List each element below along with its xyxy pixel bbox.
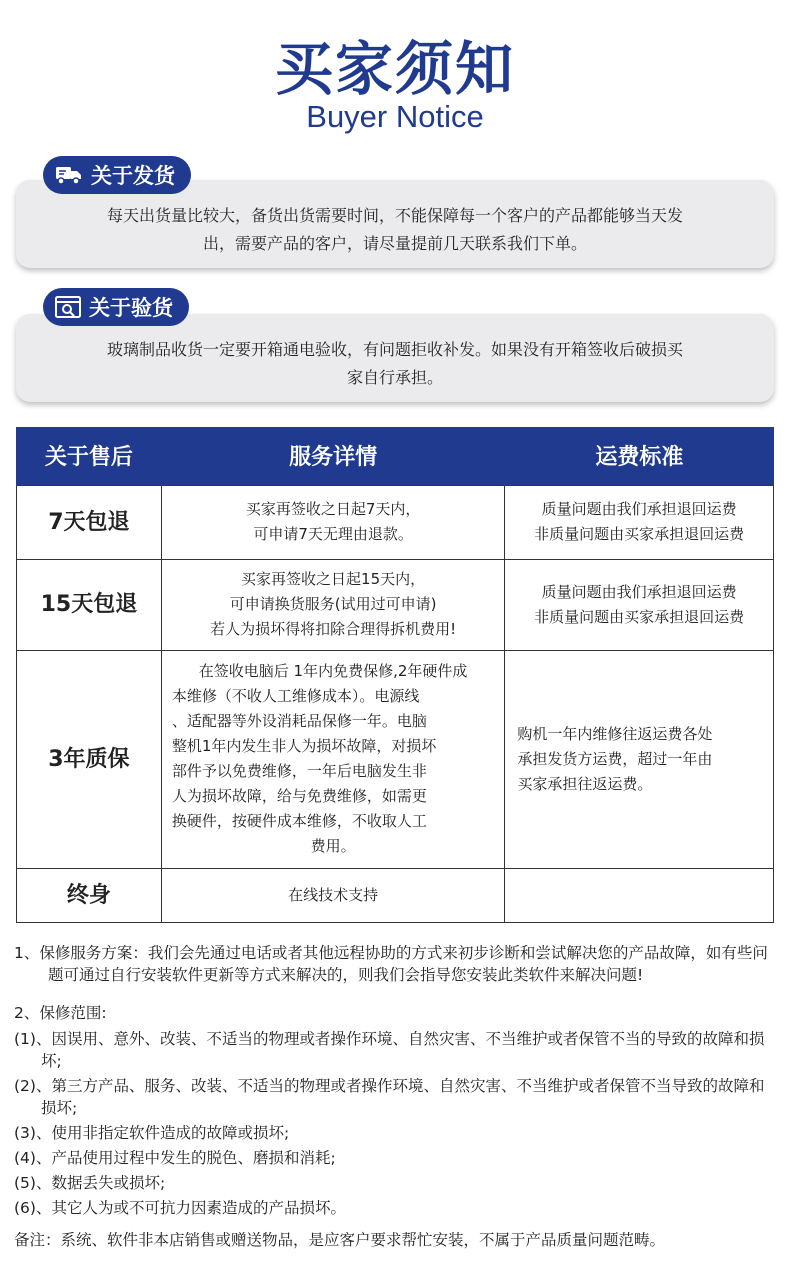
row-detail: [161, 868, 505, 922]
page-subtitle: Buyer Notice: [306, 99, 484, 134]
detail-line: 买家再签收之日起7天内，: [245, 500, 421, 518]
fee-line: 买家承担往返运费。: [517, 774, 653, 793]
note-item: (2)、第三方产品、服务、改装、不适当的物理或者操作环境、自然灾害、不当维护或者保管不当导致的故障和损坏;: [14, 1077, 765, 1117]
table-row: [17, 650, 774, 868]
shipping-line-1: 每天出货量比较大，备货出货需要时间，不能保障每一个客户的产品都能够当天发: [106, 206, 683, 225]
detail-line: 可申请7天无理由退款。: [253, 525, 413, 543]
shipping-badge-label: 关于发货: [91, 164, 175, 188]
row-detail: [161, 650, 505, 868]
inspection-line-1: 玻璃制品收货一定要开箱通电验收，有问题拒收补发。如果没有开箱签收后破损买: [106, 340, 683, 359]
table-header-row: [17, 427, 774, 485]
row-name: 7天包退: [17, 485, 162, 559]
note-item: (3)、使用非指定软件造成的故障或损坏;: [14, 1124, 290, 1142]
truck-icon: [55, 164, 83, 186]
fee-line: 质量问题由我们承担退回运费: [541, 582, 737, 601]
detail-line: 人为损坏故障，给与免费维修，如需更: [171, 787, 427, 805]
detail-line: 整机1年内发生非人为损坏故障，对损坏: [171, 737, 437, 755]
note-item: (1)、因误用、意外、改装、不适当的物理或者操作环境、自然灾害、不当维护或者保管不当的导致的故障和损坏;: [14, 1030, 765, 1070]
detail-line: 若人为损坏得将扣除合理得拆机费用!: [210, 620, 457, 638]
inspection-card: [16, 314, 774, 402]
fee-line: 非质量问题由买家承担退回运费: [534, 525, 745, 543]
note-item: (5)、数据丢失或损坏;: [14, 1174, 166, 1192]
note-warranty-plan: 1、保修服务方案：我们会先通过电话或者其他远程协助的方式来初步诊断和尝试解决您的产品故障，如有些问题可通过自行安装软件更新等方式来解决的，则我们会指导您安装此类软件来解决问题!: [14, 944, 768, 984]
row-name: 3年质保: [17, 650, 162, 868]
fee-line: 购机一年内维修往返运费各处: [517, 724, 713, 743]
table-row: [17, 868, 774, 922]
row-name: 终身: [17, 868, 162, 922]
after-sales-table: [16, 427, 774, 923]
table-row: [17, 559, 774, 650]
shipping-line-2: 出，需要产品的客户，请尽量提前几天联系我们下单。: [202, 234, 587, 253]
fee-line: 非质量问题由买家承担退回运费: [534, 607, 745, 626]
row-fee: [505, 650, 774, 868]
row-detail: [161, 485, 505, 559]
header-shipping-fee: 运费标准: [505, 427, 774, 485]
row-fee: [505, 485, 774, 559]
inspection-badge: [43, 288, 189, 326]
table-row: [17, 485, 774, 559]
inspection-badge-label: 关于验货: [89, 296, 173, 320]
notes-section: [14, 942, 778, 1254]
inspection-text: [56, 336, 734, 392]
note-warranty-scope: 2、保修范围:: [14, 1004, 107, 1022]
shipping-text: [56, 202, 734, 258]
page-title: 买家须知: [274, 35, 515, 103]
row-fee: [505, 559, 774, 650]
row-detail: [161, 559, 505, 650]
note-remark: 备注：系统、软件非本店销售或赠送物品，是应客户要求帮忙安装，不属于产品质量问题范畴。: [14, 1231, 666, 1249]
shipping-badge: [43, 156, 191, 194]
header-service-detail: 服务详情: [161, 427, 505, 485]
detail-line: 本维修（不收人工维修成本）。电源线: [171, 687, 420, 705]
note-item: (6)、其它人为或不可抗力因素造成的产品损坏。: [14, 1199, 346, 1217]
fee-line: 质量问题由我们承担退回运费: [541, 500, 737, 518]
fee-line: 承担发货方运费，超过一年由: [517, 749, 713, 768]
detail-line: 在线技术支持: [288, 885, 379, 904]
inspection-line-2: 家自行承担。: [346, 368, 443, 387]
detail-line: 费用。: [310, 837, 356, 855]
header-after-sales: 关于售后: [17, 427, 162, 485]
detail-line: 买家再签收之日起15天内，: [241, 570, 426, 588]
note-item: (4)、产品使用过程中发生的脱色、磨损和消耗;: [14, 1149, 336, 1167]
row-name: 15天包退: [17, 559, 162, 650]
detail-line: 部件予以免费维修，一年后电脑发生非: [171, 762, 427, 780]
detail-line: 换硬件，按硬件成本维修，不收取人工: [171, 812, 427, 830]
detail-line: 、适配器等外设消耗品保修一年。电脑: [171, 712, 427, 730]
inspect-icon: [55, 295, 81, 319]
detail-line: 在签收电脑后 1年内免费保修,2年硬件成: [198, 662, 468, 680]
row-fee: [505, 868, 774, 922]
detail-line: 可申请换货服务(试用过可申请): [229, 595, 437, 613]
